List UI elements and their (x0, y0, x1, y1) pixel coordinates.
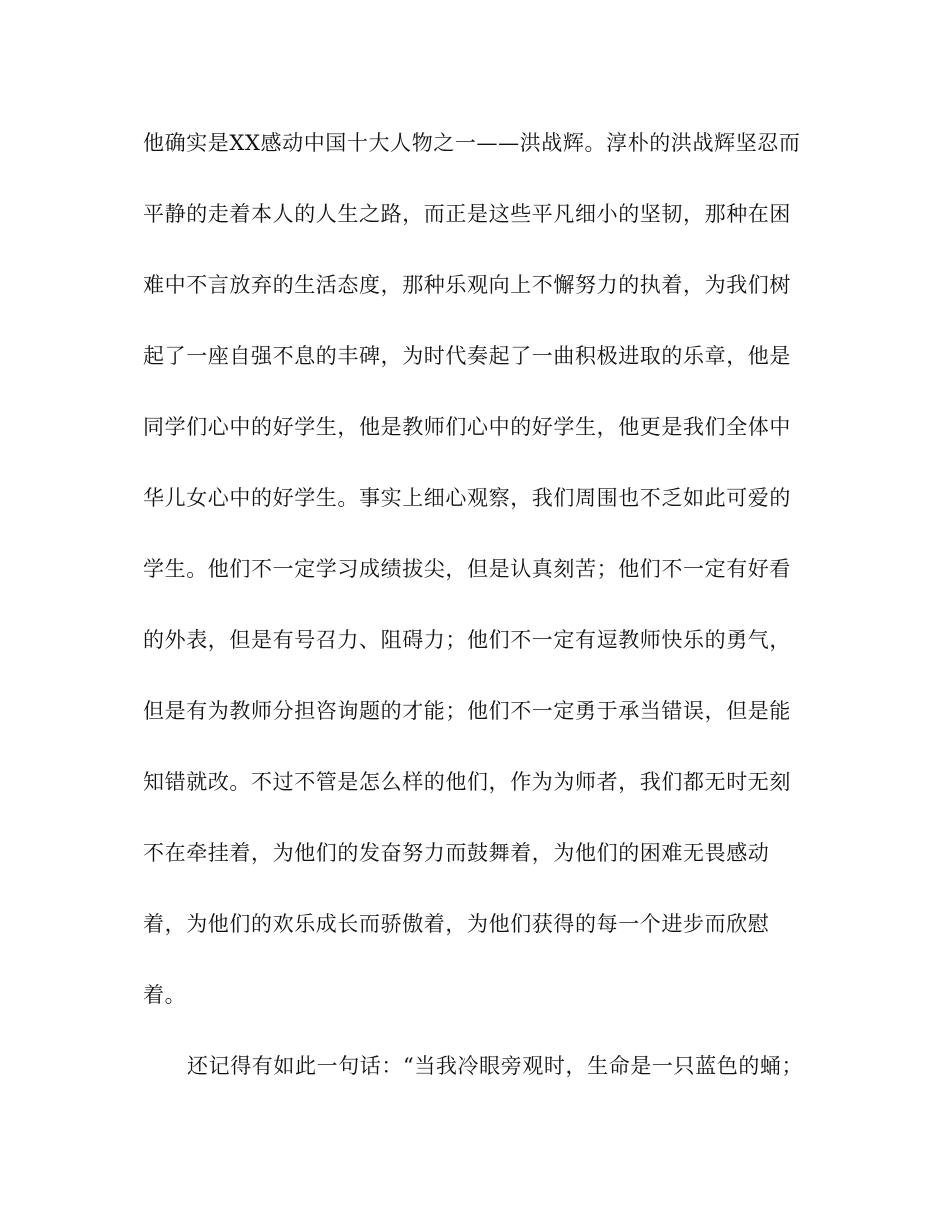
paragraph-1-line-8: 的外表，但是有号召力、阻碍力；他们不一定有逗教师快乐的勇气， (143, 628, 791, 652)
paragraph-1-line-3: 难中不言放弃的生活态度，那种乐观向上不懈努力的执着，为我们树 (143, 273, 791, 297)
paragraph-2-line-1: 还记得有如此一句话：“当我冷眼旁观时，生命是一只蓝色的蛹； (187, 1054, 804, 1078)
paragraph-1-line-11: 不在牵挂着，为他们的发奋努力而鼓舞着，为他们的困难无畏感动 (143, 841, 770, 865)
paragraph-1-line-6: 华儿女心中的好学生。事实上细心观察，我们周围也不乏如此可爱的 (143, 486, 791, 510)
paragraph-1-line-5: 同学们心中的好学生，他是教师们心中的好学生，他更是我们全体中 (143, 415, 791, 439)
paragraph-1-line-12: 着，为他们的欢乐成长而骄傲着，为他们获得的每一个进步而欣慰 (143, 912, 770, 936)
paragraph-1-line-7: 学生。他们不一定学习成绩拔尖，但是认真刻苦；他们不一定有好看 (143, 557, 791, 581)
paragraph-1-line-1: 他确实是XX感动中国十大人物之一——洪战辉。淳朴的洪战辉坚忍而 (143, 131, 801, 155)
paragraph-1-line-4: 起了一座自强不息的丰碑，为时代奏起了一曲积极进取的乐章，他是 (143, 344, 791, 368)
paragraph-1-line-10: 知错就改。不过不管是怎么样的他们，作为为师者，我们都无时无刻 (143, 770, 791, 794)
paragraph-1-line-2: 平静的走着本人的人生之路，而正是这些平凡细小的坚韧，那种在困 (143, 202, 791, 226)
paragraph-1-line-13: 着。 (143, 983, 187, 1007)
paragraph-1-line-9: 但是有为教师分担咨询题的才能；他们不一定勇于承当错误，但是能 (143, 699, 791, 723)
